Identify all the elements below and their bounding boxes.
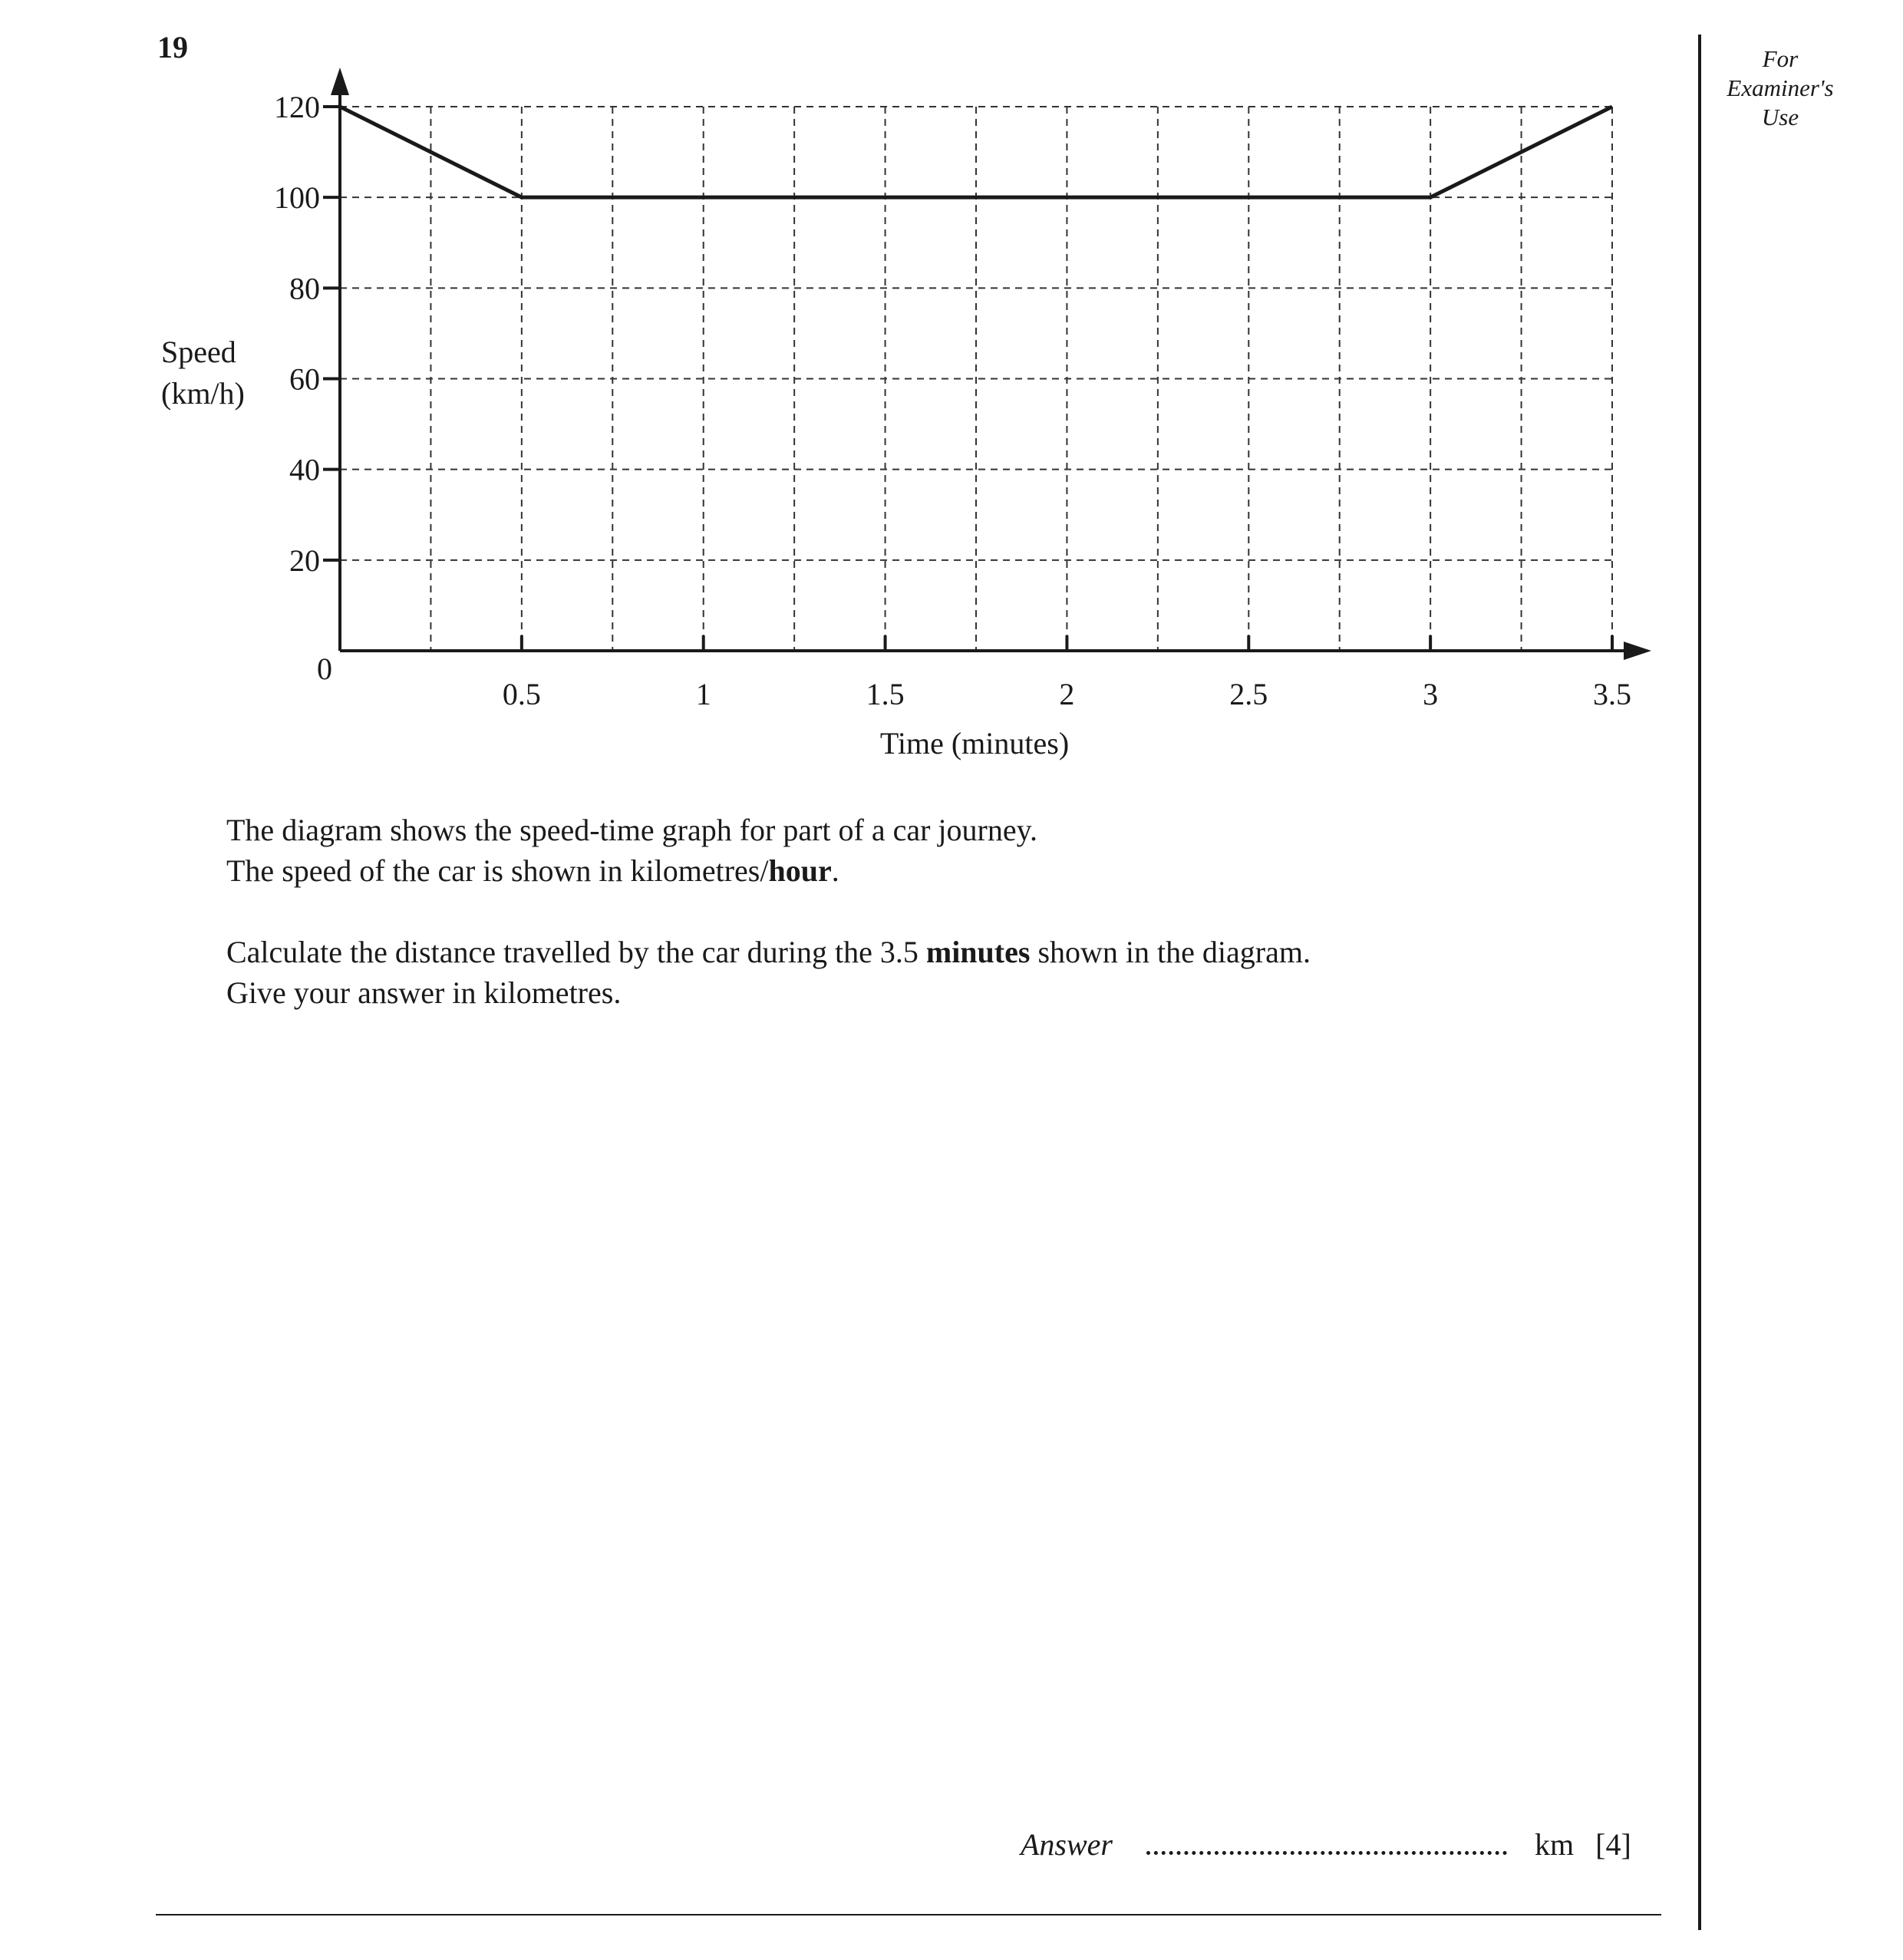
y-axis-arrow-icon xyxy=(331,68,349,95)
y-tick-label: 100 xyxy=(274,180,320,216)
question-text xyxy=(226,810,1311,1013)
y-axis-label-line-1: Speed xyxy=(161,335,236,369)
question-line-2: The speed of the car is shown in kilometres/hour. xyxy=(226,853,839,888)
question-line-4: Give your answer in kilometres. xyxy=(226,975,622,1010)
speed-time-chart xyxy=(0,0,1903,767)
answer-row xyxy=(1021,1826,1631,1863)
y-axis-label-line-2: (km/h) xyxy=(161,376,245,411)
bottom-rule xyxy=(156,1914,1661,1915)
question-line-3: Calculate the distance travelled by the car during the 3.5 minutes shown in the diagram. xyxy=(226,935,1311,969)
origin-label: 0 xyxy=(317,652,332,686)
y-tick-label: 20 xyxy=(289,543,320,578)
x-tick-label: 2 xyxy=(1059,677,1075,711)
x-tick-label: 1.5 xyxy=(866,677,905,711)
answer-input-line[interactable] xyxy=(1146,1845,1507,1855)
y-tick-label: 60 xyxy=(289,361,320,397)
examiner-line-1: For xyxy=(1762,45,1799,72)
x-tick-label: 3 xyxy=(1423,677,1439,711)
y-tick-label: 120 xyxy=(274,90,320,124)
answer-unit: km xyxy=(1535,1827,1575,1862)
chart-axes xyxy=(331,68,1651,660)
y-tick-label: 40 xyxy=(289,452,320,487)
x-tick-label: 0.5 xyxy=(502,677,541,711)
y-tick-label: 80 xyxy=(289,271,320,306)
x-axis-arrow-icon xyxy=(1624,642,1651,660)
answer-label: Answer xyxy=(1021,1827,1113,1862)
x-tick-label: 1 xyxy=(695,677,711,711)
x-tick-label: 3.5 xyxy=(1593,677,1631,711)
chart-grid xyxy=(340,107,1612,651)
y-axis-label xyxy=(161,332,245,414)
answer-marks: [4] xyxy=(1595,1827,1631,1862)
x-tick-label: 2.5 xyxy=(1229,677,1268,711)
question-number: 19 xyxy=(157,30,188,64)
chart-tick-labels xyxy=(274,90,1631,711)
x-axis-label: Time (minutes) xyxy=(879,726,1070,761)
examiner-line-3: Use xyxy=(1761,104,1799,130)
examiner-line-2: Examiner's xyxy=(1727,74,1834,101)
question-line-1: The diagram shows the speed-time graph for part of a car journey. xyxy=(226,813,1038,847)
